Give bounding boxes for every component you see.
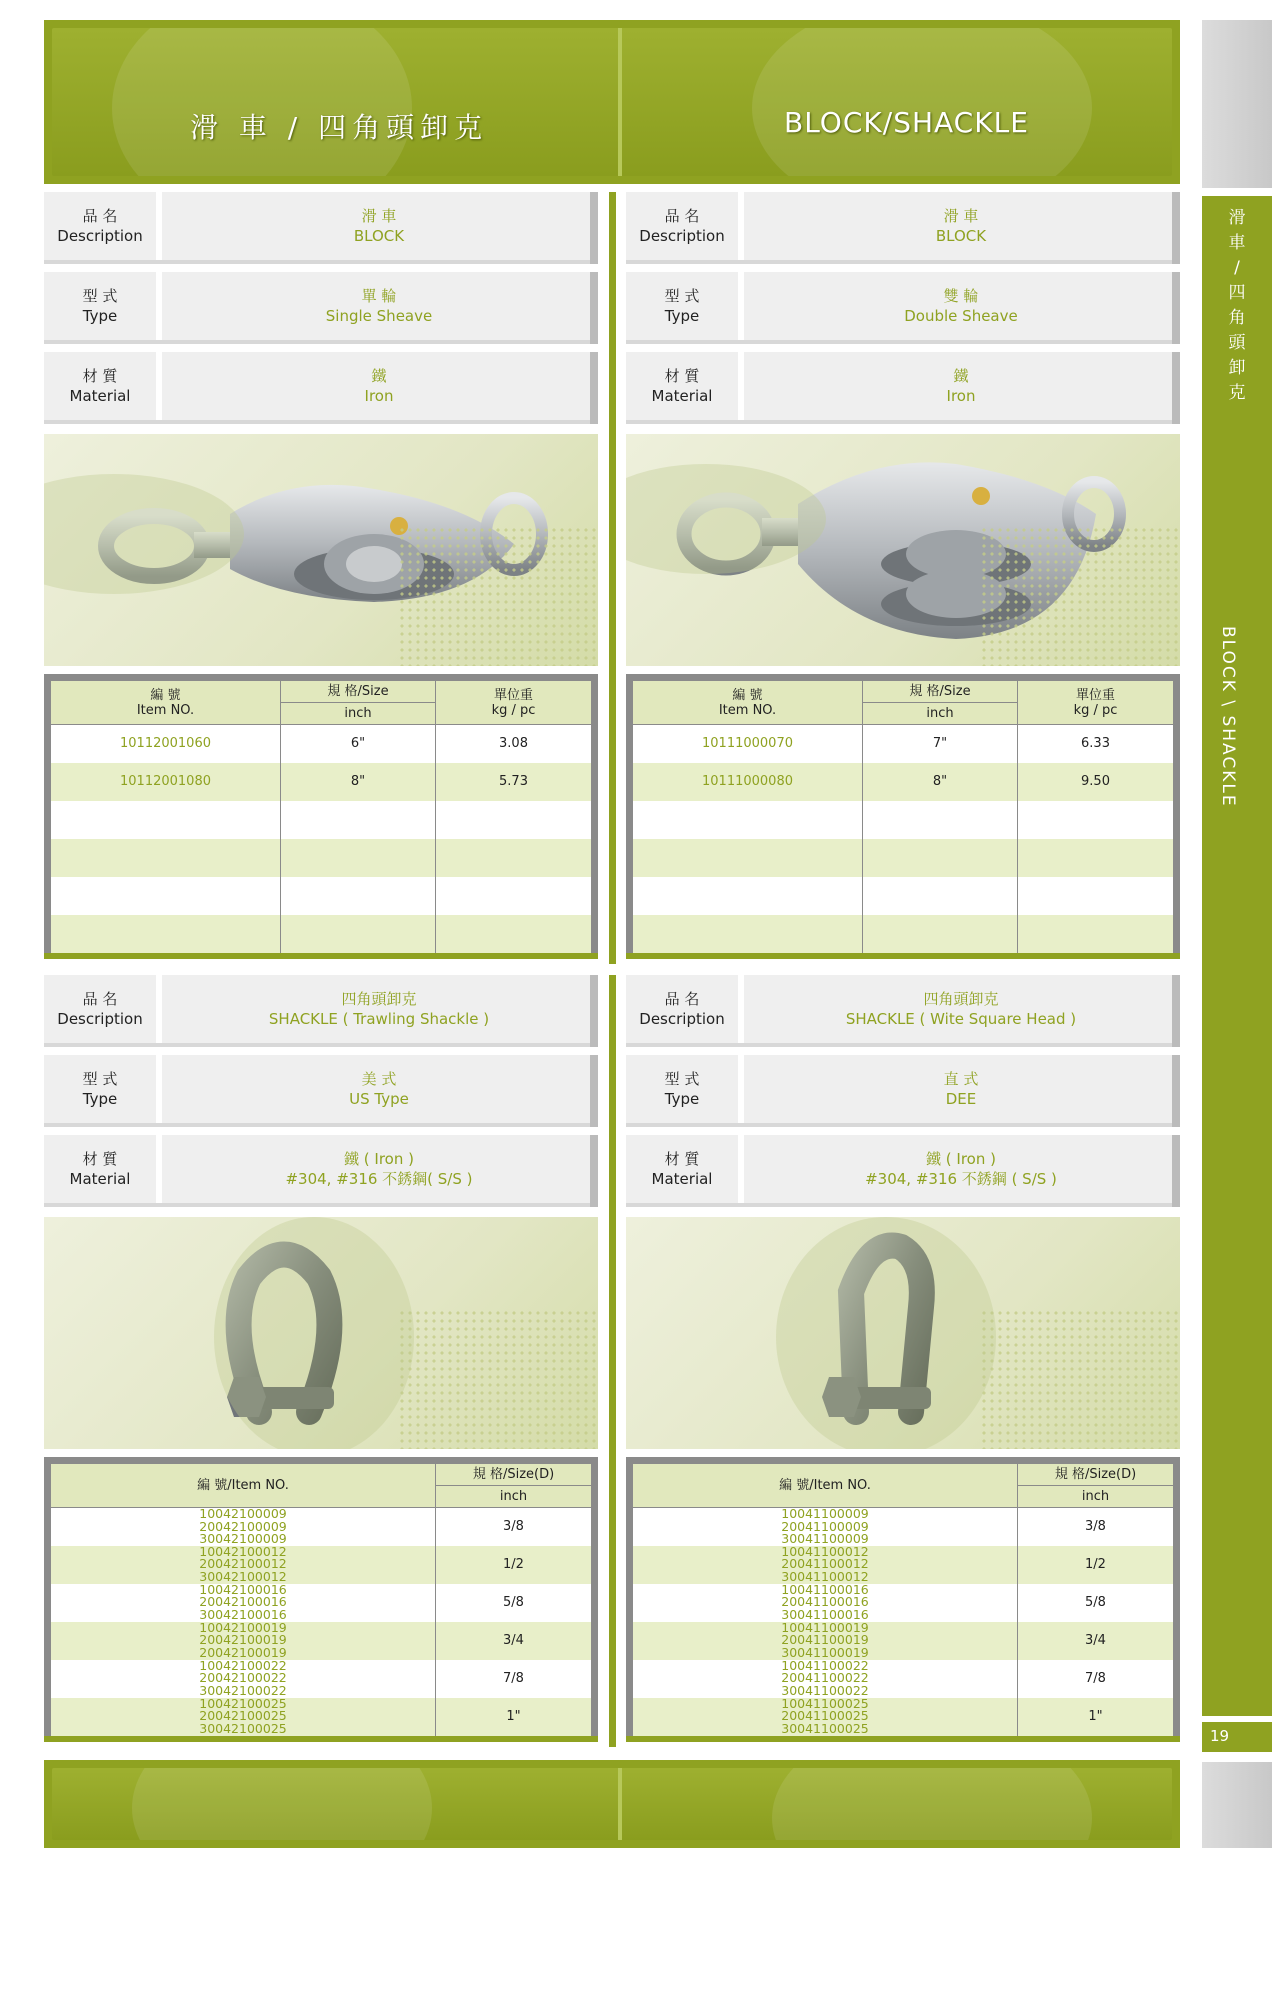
sidebar-char: 克 <box>1228 383 1246 403</box>
cell-size: 3/8 <box>436 1508 592 1546</box>
label-zh: 型 式 <box>664 1070 700 1088</box>
shackle1-type <box>44 1055 598 1127</box>
shackle1-table <box>44 1457 598 1742</box>
label-en: Description <box>57 227 143 245</box>
th-unit: inch <box>863 703 1018 725</box>
sidebar-char: 四 <box>1228 283 1246 303</box>
label-en: Material <box>69 1170 131 1188</box>
table-row <box>633 915 1174 953</box>
value-en: BLOCK <box>935 227 987 245</box>
value-en: BLOCK <box>353 227 405 245</box>
th-weight-en: kg / pc <box>491 702 536 718</box>
sidebar-en: BLOCK \ SHACKLE <box>1218 626 1238 808</box>
shackle2-photo <box>626 1217 1180 1449</box>
block1-type <box>44 272 598 344</box>
th-size: 規 格/Size <box>863 681 1018 703</box>
value-line1: 鐵 ( Iron ) <box>344 1150 414 1168</box>
sidebar-tab-bottom <box>1202 1762 1272 1848</box>
label-zh: 品 名 <box>664 207 700 225</box>
label-en: Material <box>69 387 131 405</box>
table-row <box>633 1698 1174 1736</box>
th-item: 編 號/Item NO. <box>51 1464 436 1508</box>
label-en: Type <box>664 307 700 325</box>
cell-item: 10112001060 <box>51 725 281 763</box>
block2-table <box>626 674 1180 959</box>
value-zh: 單 輪 <box>361 287 397 305</box>
value-zh: 四角頭卸克 <box>341 990 417 1008</box>
cell-weight: 3.08 <box>436 725 592 763</box>
label-zh: 材 質 <box>82 367 118 385</box>
value-zh: 鐵 <box>371 367 387 385</box>
table-row <box>51 1622 592 1660</box>
th-item-zh: 編 號 <box>732 687 763 703</box>
footer-banner <box>44 1760 1180 1848</box>
th-item-en: Item NO. <box>136 702 195 718</box>
th-size: 規 格/Size(D) <box>436 1464 592 1486</box>
cell-size: 7" <box>863 725 1018 763</box>
sidebar-char: / <box>1234 258 1240 278</box>
label-zh: 型 式 <box>82 287 118 305</box>
block2-material <box>626 352 1180 424</box>
table-row <box>633 1660 1174 1698</box>
cell-items: 10041100022 20041100022 30041100022 <box>633 1660 1018 1698</box>
label-en: Type <box>82 1090 118 1108</box>
label-zh: 型 式 <box>664 287 700 305</box>
value-en: Double Sheave <box>904 307 1018 325</box>
sidebar-char: 車 <box>1228 233 1246 253</box>
table-row <box>633 1584 1174 1622</box>
cell-items: 10041100025 20041100025 30041100025 <box>633 1698 1018 1736</box>
table-row <box>633 801 1174 839</box>
label-zh: 品 名 <box>82 990 118 1008</box>
th-weight-en: kg / pc <box>1073 702 1118 718</box>
cell-items: 10042100019 20042100019 20042100019 <box>51 1622 436 1660</box>
table-row <box>633 1622 1174 1660</box>
table-row <box>51 877 592 915</box>
label-zh: 材 質 <box>82 1150 118 1168</box>
th-size: 規 格/Size <box>281 681 436 703</box>
title-en: BLOCK/SHACKLE <box>784 106 1029 139</box>
cell-size: 3/4 <box>436 1622 592 1660</box>
th-unit: inch <box>281 703 436 725</box>
th-size: 規 格/Size(D) <box>1018 1464 1174 1486</box>
shackle2-description <box>626 975 1180 1047</box>
th-item-zh: 編 號 <box>150 687 181 703</box>
cell-size: 1/2 <box>1018 1546 1174 1584</box>
label-zh: 材 質 <box>664 367 700 385</box>
sidebar-char: 滑 <box>1228 208 1246 228</box>
value-en: Iron <box>364 387 394 405</box>
block2-photo <box>626 434 1180 666</box>
header-banner <box>44 20 1180 184</box>
label-zh: 材 質 <box>664 1150 700 1168</box>
value-zh: 滑 車 <box>943 207 979 225</box>
th-weight-zh: 單位重 <box>1075 687 1115 703</box>
block1-photo <box>44 434 598 666</box>
cell-size: 1/2 <box>436 1546 592 1584</box>
value-zh: 滑 車 <box>361 207 397 225</box>
label-en: Material <box>651 1170 713 1188</box>
value-en: Single Sheave <box>325 307 433 325</box>
table-row <box>51 801 592 839</box>
cell-size: 7/8 <box>1018 1660 1174 1698</box>
sidebar-char: 角 <box>1228 308 1246 328</box>
label-en: Description <box>639 227 725 245</box>
cell-size: 5/8 <box>1018 1584 1174 1622</box>
cell-items: 10042100025 20042100025 30042100025 <box>51 1698 436 1736</box>
label-zh: 型 式 <box>82 1070 118 1088</box>
shackle2-table <box>626 1457 1180 1742</box>
shackle2-material <box>626 1135 1180 1207</box>
table-row <box>633 1508 1174 1546</box>
table-row <box>51 1660 592 1698</box>
value-en: US Type <box>349 1090 409 1108</box>
cell-items: 10042100012 20042100012 30042100012 <box>51 1546 436 1584</box>
th-weight-zh: 單位重 <box>493 687 533 703</box>
cell-item: 10111000080 <box>633 763 863 801</box>
title-zh: 滑 車 / 四角頭卸克 <box>190 111 489 144</box>
cell-items: 10042100016 20042100016 30042100016 <box>51 1584 436 1622</box>
sidebar <box>1202 196 1272 1716</box>
cell-size: 1" <box>436 1698 592 1736</box>
cell-item: 10112001080 <box>51 763 281 801</box>
shackle2-type <box>626 1055 1180 1127</box>
block1-material <box>44 352 598 424</box>
cell-size: 8" <box>281 763 436 801</box>
table-row <box>633 1546 1174 1584</box>
column-divider-top <box>609 192 616 964</box>
label-en: Description <box>639 1010 725 1028</box>
cell-items: 10041100012 20041100012 30041100012 <box>633 1546 1018 1584</box>
value-line2: #304, #316 不銹鋼 ( S/S ) <box>865 1170 1057 1188</box>
cell-size: 3/8 <box>1018 1508 1174 1546</box>
value-zh: 四角頭卸克 <box>923 990 999 1008</box>
label-en: Type <box>664 1090 700 1108</box>
sidebar-zh <box>1222 206 1252 406</box>
cell-item: 10111000070 <box>633 725 863 763</box>
value-line2: #304, #316 不銹鋼( S/S ) <box>285 1170 473 1188</box>
table-row <box>633 725 1174 763</box>
cell-weight: 9.50 <box>1018 763 1174 801</box>
table-row <box>51 1584 592 1622</box>
label-zh: 品 名 <box>664 990 700 1008</box>
value-en: SHACKLE ( Wite Square Head ) <box>845 1010 1077 1028</box>
value-zh: 直 式 <box>943 1070 979 1088</box>
table-row <box>51 1546 592 1584</box>
column-divider-bottom <box>609 975 616 1747</box>
value-en: Iron <box>946 387 976 405</box>
table-row <box>51 915 592 953</box>
block1-description <box>44 192 598 264</box>
cell-size: 7/8 <box>436 1660 592 1698</box>
block2-description <box>626 192 1180 264</box>
cell-items: 10041100019 20041100019 30041100019 <box>633 1622 1018 1660</box>
th-item-en: Item NO. <box>718 702 777 718</box>
table-row <box>51 763 592 801</box>
cell-weight: 6.33 <box>1018 725 1174 763</box>
table-row <box>51 1698 592 1736</box>
cell-weight: 5.73 <box>436 763 592 801</box>
th-unit: inch <box>436 1486 592 1508</box>
label-en: Description <box>57 1010 143 1028</box>
cell-items: 10042100009 20042100009 30042100009 <box>51 1508 436 1546</box>
table-row <box>51 1508 592 1546</box>
shackle1-description <box>44 975 598 1047</box>
value-line1: 鐵 ( Iron ) <box>926 1150 996 1168</box>
value-en: DEE <box>945 1090 977 1108</box>
table-row <box>51 725 592 763</box>
cell-size: 6" <box>281 725 436 763</box>
table-row <box>633 839 1174 877</box>
cell-items: 10041100009 20041100009 30041100009 <box>633 1508 1018 1546</box>
th-unit: inch <box>1018 1486 1174 1508</box>
value-zh: 鐵 <box>953 367 969 385</box>
shackle1-material <box>44 1135 598 1207</box>
cell-size: 8" <box>863 763 1018 801</box>
table-row <box>633 877 1174 915</box>
block2-type <box>626 272 1180 344</box>
cell-items: 10041100016 20041100016 30041100016 <box>633 1584 1018 1622</box>
page-number: 19 <box>1202 1722 1272 1752</box>
cell-size: 3/4 <box>1018 1622 1174 1660</box>
cell-size: 1" <box>1018 1698 1174 1736</box>
table-row <box>51 839 592 877</box>
value-en: SHACKLE ( Trawling Shackle ) <box>268 1010 490 1028</box>
value-zh: 美 式 <box>361 1070 397 1088</box>
label-zh: 品 名 <box>82 207 118 225</box>
cell-items: 10042100022 20042100022 30042100022 <box>51 1660 436 1698</box>
th-item: 編 號/Item NO. <box>633 1464 1018 1508</box>
table-row <box>633 763 1174 801</box>
sidebar-char: 卸 <box>1228 358 1246 378</box>
value-zh: 雙 輪 <box>943 287 979 305</box>
label-en: Material <box>651 387 713 405</box>
sidebar-tab-top <box>1202 20 1272 188</box>
sidebar-char: 頭 <box>1228 333 1246 353</box>
shackle1-photo <box>44 1217 598 1449</box>
block1-table <box>44 674 598 959</box>
cell-size: 5/8 <box>436 1584 592 1622</box>
label-en: Type <box>82 307 118 325</box>
